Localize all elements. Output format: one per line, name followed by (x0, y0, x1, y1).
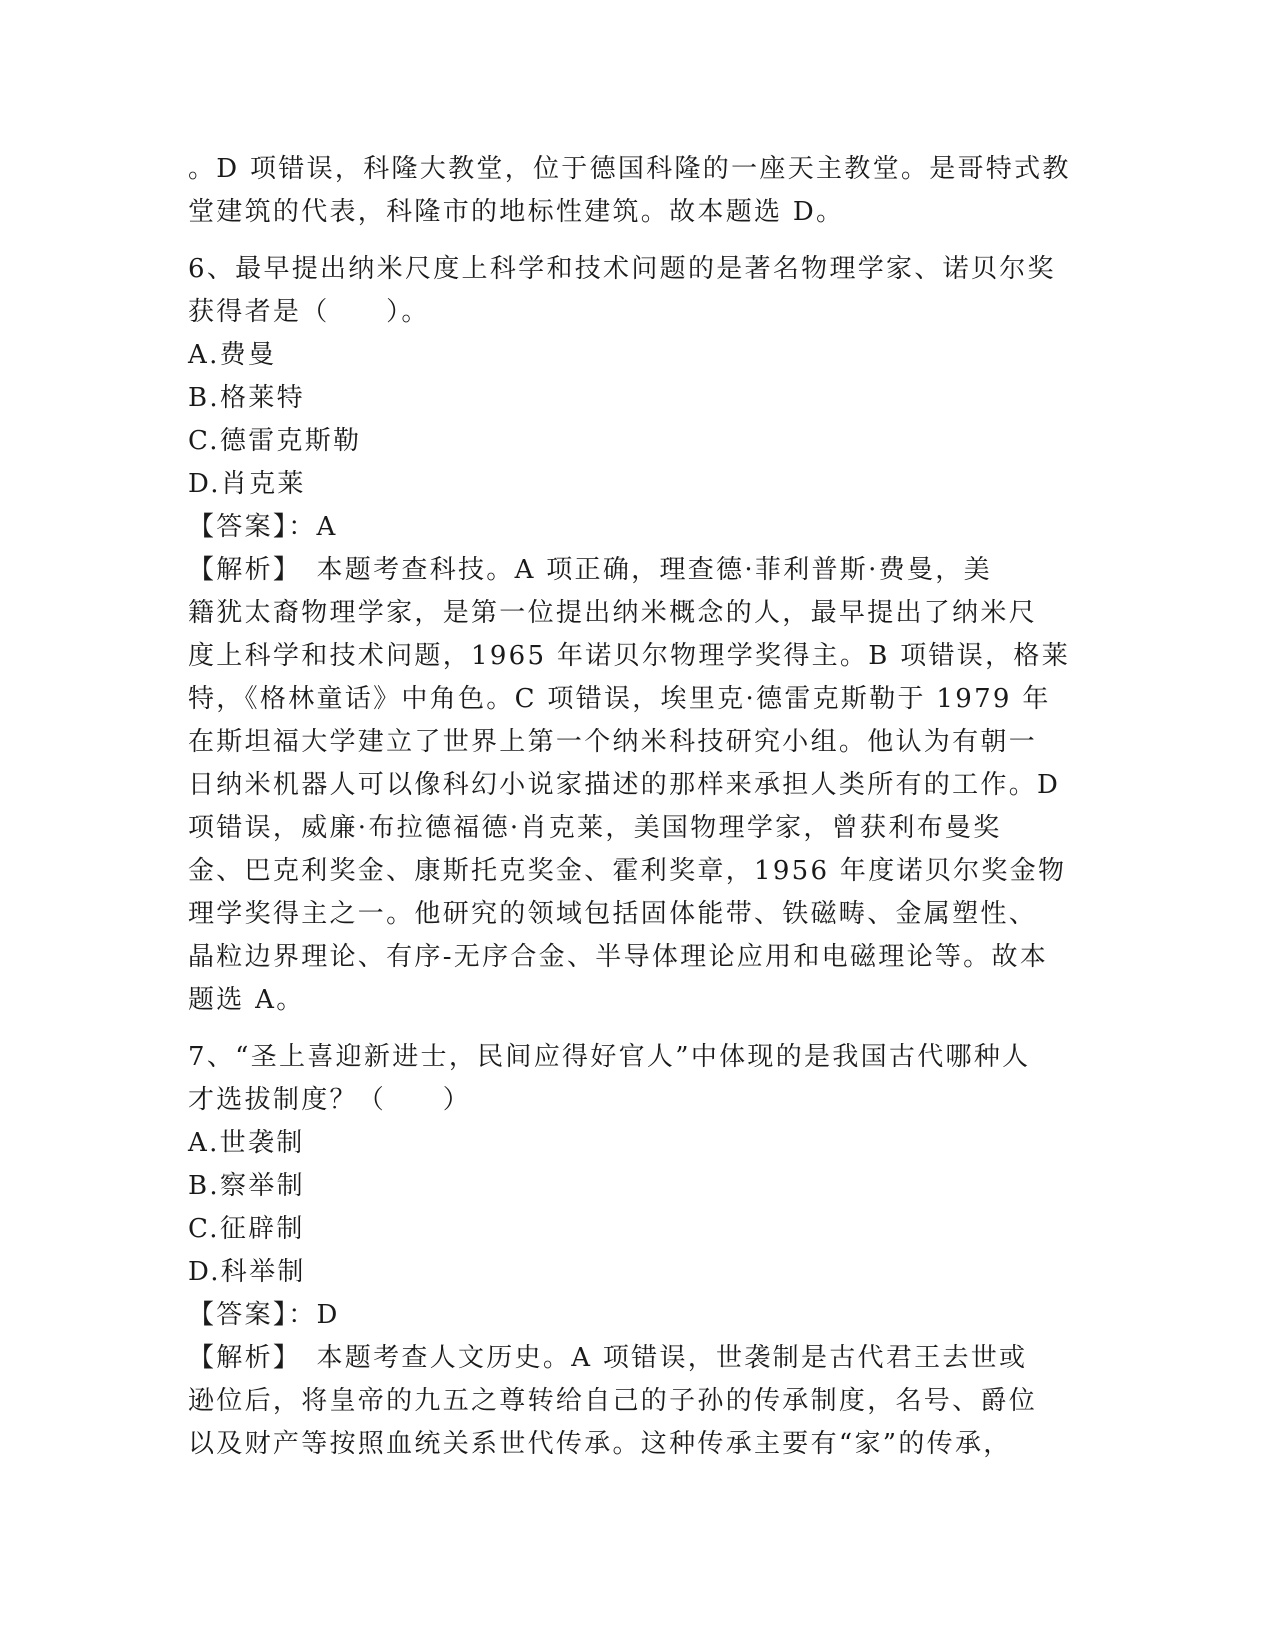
analysis-line: 在斯坦福大学建立了世界上第一个纳米科技研究小组。他认为有朝一 (188, 727, 1038, 757)
analysis-line: 金、巴克利奖金、康斯托克奖金、霍利奖章，1956 年度诺贝尔奖金物 (188, 856, 1067, 886)
option-a: A.费曼 (188, 340, 277, 370)
answer-line: 【答案】：D (188, 1300, 340, 1330)
analysis-line: 籍犹太裔物理学家，是第一位提出纳米概念的人，最早提出了纳米尺 (188, 598, 1038, 628)
question-6 (188, 248, 1088, 1022)
option-c: C.德雷克斯勒 (188, 426, 362, 456)
analysis-line: 晶粒边界理论、有序-无序合金、半导体理论应用和电磁理论等。故本 (188, 942, 1049, 972)
option-b: B.格莱特 (188, 383, 305, 413)
spacer (188, 1022, 1088, 1036)
question-text: 7、“圣上喜迎新进士，民间应得好官人”中体现的是我国古代哪种人 (188, 1042, 1031, 1072)
option-c: C.征辟制 (188, 1214, 305, 1244)
analysis-line: 度上科学和技术问题，1965 年诺贝尔物理学奖得主。B 项错误，格莱 (188, 641, 1071, 671)
answer-line: 【答案】：A (188, 512, 338, 542)
document-page (188, 148, 1088, 1466)
analysis-line: 【解析】 本题考查人文历史。A 项错误，世袭制是古代君王去世或 (188, 1343, 1028, 1373)
option-d: D.科举制 (188, 1257, 306, 1287)
analysis (188, 549, 1088, 1022)
option-d: D.肖克莱 (188, 469, 306, 499)
text-line: 。D 项错误，科隆大教堂，位于德国科隆的一座天主教堂。是哥特式教 (188, 154, 1071, 184)
analysis-line: 以及财产等按照血统关系世代传承。这种传承主要有“家”的传承， (188, 1429, 1012, 1459)
spacer (188, 234, 1088, 248)
question-7 (188, 1036, 1088, 1466)
question-text: 6、最早提出纳米尺度上科学和技术问题的是著名物理学家、诺贝尔奖 (188, 254, 1056, 284)
question-text: 才选拔制度？（ ） (188, 1085, 472, 1115)
intro-paragraph (188, 148, 1088, 234)
analysis-line: 项错误，威廉·布拉德福德·肖克莱，美国物理学家，曾获利布曼奖 (188, 813, 1002, 843)
analysis-line: 特，《格林童话》中角色。C 项错误，埃里克·德雷克斯勒于 1979 年 (188, 684, 1051, 714)
analysis-line: 理学奖得主之一。他研究的领域包括固体能带、铁磁畴、金属塑性、 (188, 899, 1038, 929)
question-text: 获得者是（ ）。 (188, 297, 430, 327)
option-b: B.察举制 (188, 1171, 305, 1201)
analysis-line: 题选 A。 (188, 985, 305, 1015)
analysis-line: 日纳米机器人可以像科幻小说家描述的那样来承担人类所有的工作。D (188, 770, 1061, 800)
text-line: 堂建筑的代表，科隆市的地标性建筑。故本题选 D。 (188, 197, 845, 227)
option-a: A.世袭制 (188, 1128, 305, 1158)
analysis (188, 1337, 1088, 1466)
analysis-line: 逊位后，将皇帝的九五之尊转给自己的子孙的传承制度，名号、爵位 (188, 1386, 1038, 1416)
analysis-line: 【解析】 本题考查科技。A 项正确，理查德·菲利普斯·费曼，美 (188, 555, 992, 585)
